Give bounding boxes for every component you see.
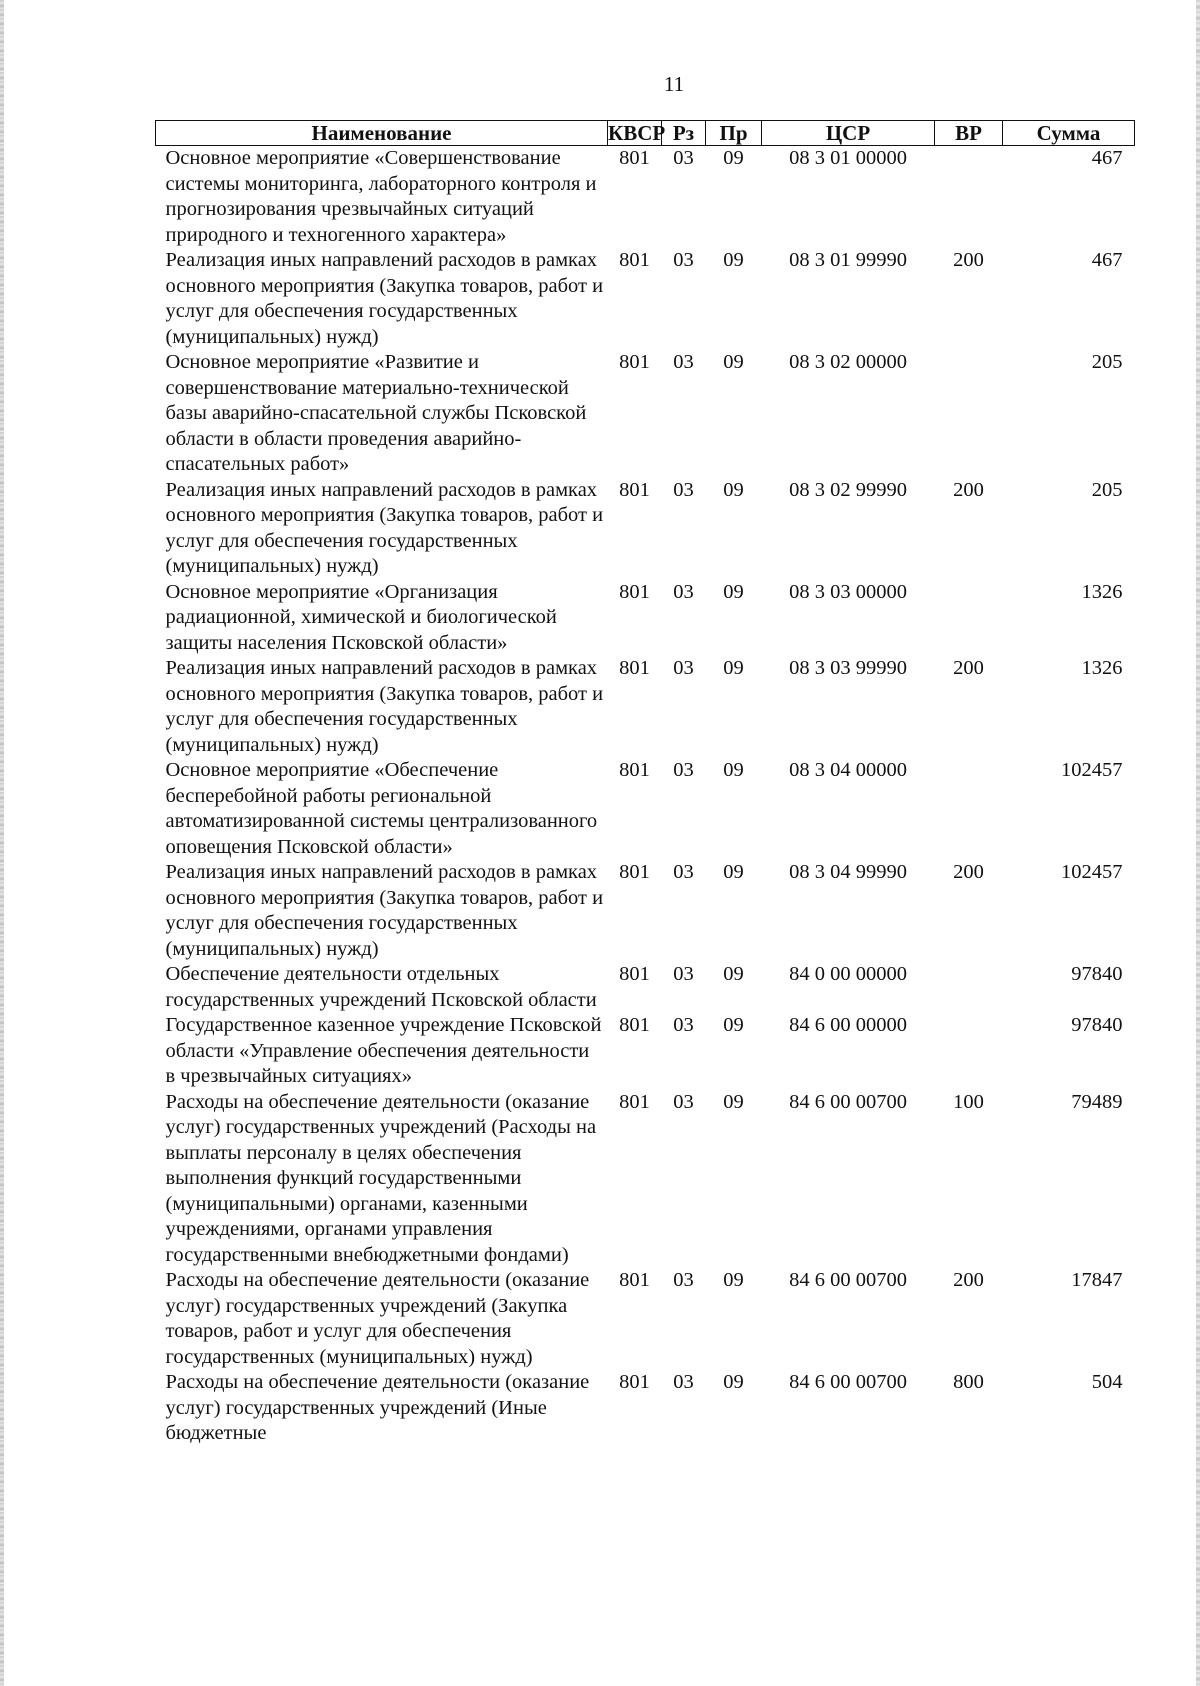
row-pr: 09 — [723, 478, 744, 501]
row-kvsr: 801 — [619, 861, 650, 883]
row-rz: 03 — [673, 759, 694, 781]
table-row — [156, 1090, 1135, 1269]
row-vr: 200 — [953, 1269, 984, 1291]
row-name: Основное мероприятие «Обеспечение бесперебойной работы региональной автоматизированной системы централизованного оповещения Псковской области» — [165, 759, 598, 858]
row-pr: 09 — [723, 657, 744, 679]
table-row — [156, 1370, 1135, 1447]
row-name: Государственное казенное учреждение Псковской области «Управление обеспечения деятельности в чрезвычайных ситуациях» — [165, 1014, 602, 1087]
row-pr: 09 — [723, 1014, 744, 1036]
table-row — [156, 758, 1135, 860]
row-pr: 09 — [723, 580, 744, 603]
row-sum: 79489 — [1071, 1090, 1123, 1113]
row-sum: 205 — [1091, 478, 1123, 501]
row-rz: 03 — [673, 478, 694, 501]
row-name: Обеспечение деятельности отдельных государственных учреждений Псковской области — [165, 963, 597, 1011]
page-number: 11 — [663, 72, 685, 96]
row-pr: 09 — [723, 1269, 744, 1291]
row-csr: 84 6 00 00000 — [789, 1014, 907, 1036]
row-vr: 100 — [953, 1090, 984, 1113]
row-sum: 1326 — [1081, 657, 1123, 679]
row-pr: 09 — [723, 759, 744, 781]
budget-table — [155, 120, 1135, 1447]
row-pr: 09 — [723, 351, 744, 373]
row-csr: 08 3 03 99990 — [789, 657, 907, 679]
row-csr: 84 6 00 00700 — [789, 1090, 907, 1113]
row-pr: 09 — [723, 963, 744, 985]
row-csr: 08 3 04 99990 — [789, 861, 907, 883]
row-rz: 03 — [673, 861, 694, 883]
row-csr: 08 3 01 99990 — [789, 249, 907, 271]
header-name: Наименование — [156, 121, 608, 146]
row-vr: 200 — [953, 657, 984, 679]
row-kvsr: 801 — [619, 1090, 650, 1113]
row-vr — [935, 580, 1003, 657]
row-vr: 200 — [953, 478, 984, 501]
table-row — [156, 478, 1135, 580]
row-rz: 03 — [673, 1090, 694, 1113]
row-rz: 03 — [673, 249, 694, 271]
row-kvsr: 801 — [619, 478, 650, 501]
row-kvsr: 801 — [619, 1269, 650, 1291]
row-sum: 17847 — [1071, 1269, 1123, 1291]
row-vr — [935, 1013, 1003, 1090]
row-pr: 09 — [723, 1371, 744, 1393]
header-vr: ВР — [935, 121, 1003, 146]
row-name: Реализация иных направлений расходов в рамках основного мероприятия (Закупка товаров, работ и услуг для обеспечения государственных (муниципальных) нужд) — [165, 657, 604, 756]
row-vr — [935, 758, 1003, 860]
row-rz: 03 — [673, 580, 694, 603]
row-sum: 97840 — [1071, 963, 1123, 985]
header-rz: Рз — [662, 121, 706, 146]
row-name: Реализация иных направлений расходов в рамках основного мероприятия (Закупка товаров, работ и услуг для обеспечения государственных (муниципальных) нужд) — [165, 249, 604, 348]
row-pr: 09 — [723, 249, 744, 271]
row-name: Расходы на обеспечение деятельности (оказание услуг) государственных учреждений (Расходы на выплаты персоналу в целях обеспечения выполнения функций государственными (муниципальными) органами, казенными учреждениями, органами управления государственными внебюджетными фондами) — [165, 1090, 597, 1266]
table-row — [156, 350, 1135, 478]
row-sum: 102457 — [1061, 759, 1123, 781]
row-rz: 03 — [673, 1014, 694, 1036]
row-kvsr: 801 — [619, 759, 650, 781]
row-pr: 09 — [723, 1090, 744, 1113]
row-kvsr: 801 — [619, 580, 650, 603]
row-sum: 205 — [1091, 351, 1123, 373]
row-sum: 467 — [1091, 249, 1123, 271]
row-kvsr: 801 — [619, 147, 650, 169]
table-row — [156, 146, 1135, 249]
row-name: Расходы на обеспечение деятельности (оказание услуг) государственных учреждений (Иные бюджетные — [165, 1371, 590, 1444]
header-pr: Пр — [706, 121, 762, 146]
row-csr: 08 3 02 00000 — [789, 351, 907, 373]
row-rz: 03 — [673, 147, 694, 169]
row-rz: 03 — [673, 1269, 694, 1291]
row-name: Основное мероприятие «Организация радиационной, химической и биологической защиты населения Псковской области» — [165, 580, 557, 654]
row-kvsr: 801 — [619, 249, 650, 271]
row-pr: 09 — [723, 861, 744, 883]
row-sum: 102457 — [1061, 861, 1123, 883]
row-name: Реализация иных направлений расходов в рамках основного мероприятия (Закупка товаров, работ и услуг для обеспечения государственных (муниципальных) нужд) — [165, 861, 604, 960]
row-kvsr: 801 — [619, 351, 650, 373]
row-name: Реализация иных направлений расходов в рамках основного мероприятия (Закупка товаров, работ и услуг для обеспечения государственных (муниципальных) нужд) — [165, 478, 604, 577]
row-csr: 08 3 03 00000 — [789, 580, 907, 603]
row-name: Расходы на обеспечение деятельности (оказание услуг) государственных учреждений (Закупка товаров, работ и услуг для обеспечения государственных (муниципальных) нужд) — [165, 1269, 590, 1368]
table-row — [156, 1268, 1135, 1370]
row-vr — [935, 350, 1003, 478]
row-sum: 504 — [1091, 1371, 1123, 1393]
row-kvsr: 801 — [619, 657, 650, 679]
row-vr — [935, 146, 1003, 249]
table-row — [156, 248, 1135, 350]
scan-edge-left — [0, 0, 4, 1686]
table-row — [156, 860, 1135, 962]
row-rz: 03 — [673, 1371, 694, 1393]
row-sum: 467 — [1091, 147, 1123, 169]
row-csr: 08 3 02 99990 — [789, 478, 907, 501]
row-pr: 09 — [723, 147, 744, 169]
row-kvsr: 801 — [619, 1014, 650, 1036]
row-name: Основное мероприятие «Развитие и совершенствование материально-технической базы аварийно-спасательной службы Псковской области в области проведения аварийно-спасательных работ» — [165, 351, 587, 475]
row-sum: 1326 — [1081, 580, 1123, 603]
row-sum: 97840 — [1071, 1014, 1123, 1036]
row-csr: 84 6 00 00700 — [789, 1269, 907, 1291]
header-kvsr: КВСР — [608, 121, 666, 145]
table-row — [156, 656, 1135, 758]
header-sum: Сумма — [1003, 121, 1135, 146]
row-rz: 03 — [673, 351, 694, 373]
header-csr: ЦСР — [762, 121, 935, 146]
table-row — [156, 580, 1135, 657]
row-kvsr: 801 — [619, 963, 650, 985]
row-kvsr: 801 — [619, 1371, 650, 1393]
table-header — [156, 121, 1135, 146]
table-row — [156, 1013, 1135, 1090]
scan-edge-right — [1196, 0, 1200, 1686]
row-csr: 84 0 00 00000 — [789, 963, 907, 985]
row-rz: 03 — [673, 963, 694, 985]
row-csr: 84 6 00 00700 — [789, 1371, 907, 1393]
row-name: Основное мероприятие «Совершенствование системы мониторинга, лабораторного контроля и прогнозирования чрезвычайных ситуаций природного и техногенного характера» — [165, 147, 597, 246]
row-csr: 08 3 04 00000 — [789, 759, 907, 781]
row-vr — [935, 962, 1003, 1013]
row-rz: 03 — [673, 657, 694, 679]
row-vr: 200 — [953, 861, 984, 883]
row-vr: 200 — [953, 249, 984, 271]
row-csr: 08 3 01 00000 — [789, 147, 907, 169]
table-row — [156, 962, 1135, 1013]
row-vr: 800 — [953, 1371, 984, 1393]
